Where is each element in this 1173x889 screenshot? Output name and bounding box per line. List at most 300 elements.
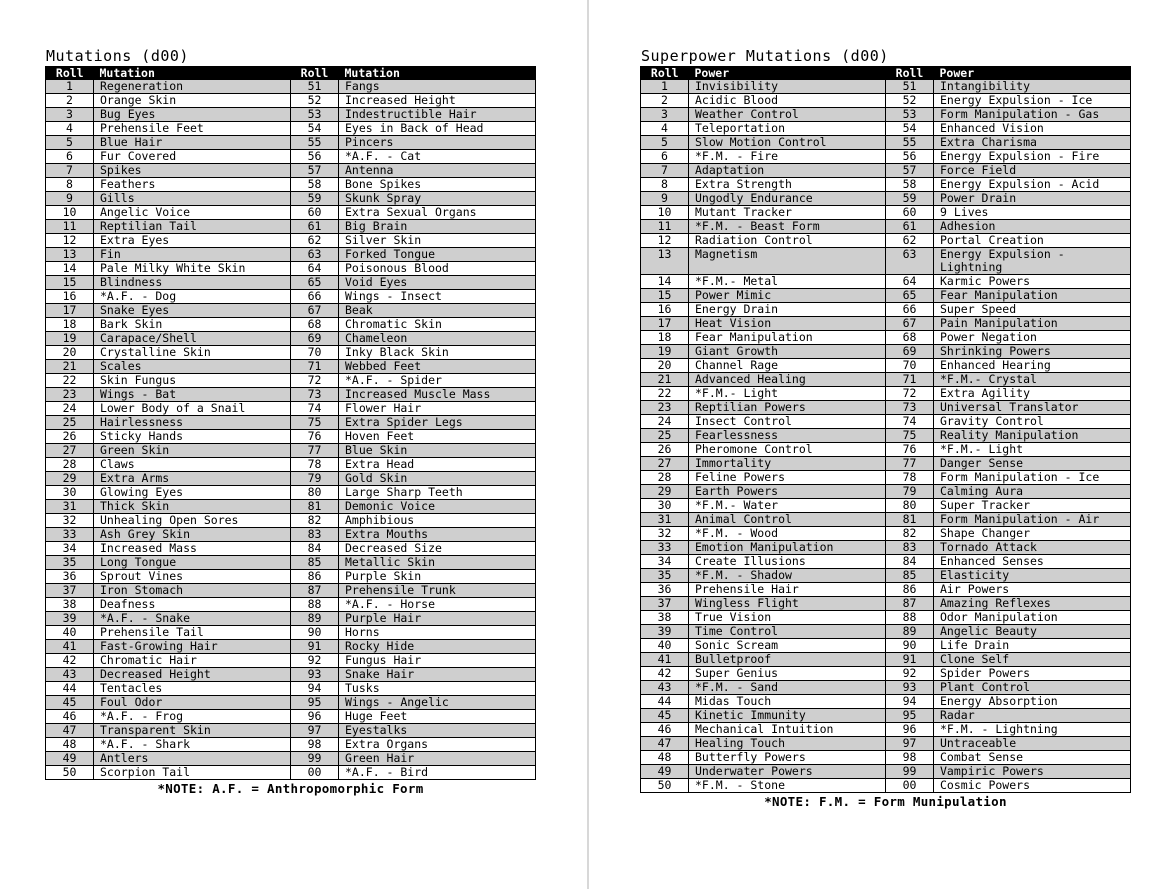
roll-cell: 60 [886,206,934,220]
roll-cell: 39 [641,625,689,639]
result-cell: Glowing Eyes [94,486,291,500]
roll-cell: 76 [886,443,934,457]
roll-cell: 58 [291,178,339,192]
result-cell: *F.M. - Lightning [934,723,1131,737]
roll-cell: 84 [886,555,934,569]
result-cell: Radar [934,709,1131,723]
roll-cell: 13 [46,248,94,262]
roll-cell: 56 [291,150,339,164]
roll-cell: 69 [886,345,934,359]
result-cell: Teleportation [689,122,886,136]
table-row [46,122,536,136]
roll-cell: 18 [46,318,94,332]
roll-cell: 54 [291,122,339,136]
roll-cell: 76 [291,430,339,444]
roll-cell: 30 [46,486,94,500]
table-row [641,695,1131,709]
table-row [46,430,536,444]
table-row [641,150,1131,164]
result-cell: Regeneration [94,80,291,94]
roll-cell: 87 [291,584,339,598]
table-row [641,499,1131,513]
table-row [46,318,536,332]
roll-cell: 21 [641,373,689,387]
result-cell: Reptilian Powers [689,401,886,415]
roll-cell: 13 [641,248,689,275]
roll-cell: 82 [291,514,339,528]
roll-cell: 90 [291,626,339,640]
roll-cell: 89 [291,612,339,626]
table-row [46,444,536,458]
roll-cell: 71 [291,360,339,374]
roll-cell: 46 [46,710,94,724]
result-cell: Intangibility [934,80,1131,94]
roll-cell: 11 [641,220,689,234]
roll-cell: 62 [291,234,339,248]
roll-cell: 12 [641,234,689,248]
result-cell: Bulletproof [689,653,886,667]
roll-cell: 40 [46,626,94,640]
roll-cell: 99 [886,765,934,779]
table-row [641,779,1131,793]
table-row [46,514,536,528]
roll-cell: 27 [46,444,94,458]
result-cell: Long Tongue [94,556,291,570]
result-cell: Combat Sense [934,751,1131,765]
roll-cell: 77 [291,444,339,458]
roll-cell: 22 [46,374,94,388]
roll-cell: 23 [641,401,689,415]
roll-cell: 47 [641,737,689,751]
mutation-header: Mutation [94,66,291,80]
result-cell: *A.F. - Dog [94,290,291,304]
result-cell: Extra Eyes [94,234,291,248]
result-cell: Immortality [689,457,886,471]
result-cell: Skin Fungus [94,374,291,388]
roll-cell: 28 [46,458,94,472]
roll-cell: 52 [886,94,934,108]
roll-cell: 19 [46,332,94,346]
roll-cell: 32 [641,527,689,541]
roll-cell: 37 [46,584,94,598]
result-cell: Odor Manipulation [934,611,1131,625]
result-cell: Vampiric Powers [934,765,1131,779]
roll-cell: 5 [641,136,689,150]
result-cell: Feline Powers [689,471,886,485]
result-cell: Extra Mouths [339,528,536,542]
table-row [641,569,1131,583]
roll-cell: 40 [641,639,689,653]
roll-cell: 2 [46,94,94,108]
roll-cell: 24 [46,402,94,416]
roll-cell: 83 [886,541,934,555]
result-cell: Animal Control [689,513,886,527]
result-cell: Iron Stomach [94,584,291,598]
result-cell: Form Manipulation - Ice [934,471,1131,485]
roll-cell: 72 [886,387,934,401]
table-row [46,584,536,598]
roll-cell: 28 [641,471,689,485]
table-row [46,332,536,346]
roll-cell: 35 [46,556,94,570]
roll-cell: 75 [291,416,339,430]
roll-cell: 9 [46,192,94,206]
result-cell: Super Tracker [934,499,1131,513]
table-row [641,737,1131,751]
result-cell: Enhanced Vision [934,122,1131,136]
roll-cell: 68 [291,318,339,332]
table-row [641,709,1131,723]
roll-cell: 44 [46,682,94,696]
roll-cell: 63 [291,248,339,262]
result-cell: Tusks [339,682,536,696]
roll-cell: 88 [291,598,339,612]
result-cell: Fearlessness [689,429,886,443]
result-cell: Webbed Feet [339,360,536,374]
result-cell: Mechanical Intuition [689,723,886,737]
result-cell: Extra Charisma [934,136,1131,150]
roll-cell: 25 [641,429,689,443]
roll-cell: 18 [641,331,689,345]
result-cell: Skunk Spray [339,192,536,206]
roll-cell: 32 [46,514,94,528]
roll-cell: 49 [641,765,689,779]
result-cell: Blue Skin [339,444,536,458]
result-cell: Claws [94,458,291,472]
roll-cell: 9 [641,192,689,206]
result-cell: *A.F. - Bird [339,766,536,780]
roll-cell: 92 [291,654,339,668]
roll-cell: 53 [291,108,339,122]
table-row [46,528,536,542]
roll-cell: 41 [46,640,94,654]
result-cell: Prehensile Hair [689,583,886,597]
roll-cell: 85 [291,556,339,570]
roll-cell: 77 [886,457,934,471]
roll-cell: 00 [291,766,339,780]
roll-cell: 69 [291,332,339,346]
roll-cell: 22 [641,387,689,401]
table-row [46,234,536,248]
result-cell: Green Hair [339,752,536,766]
result-cell: Blue Hair [94,136,291,150]
result-cell: Flower Hair [339,402,536,416]
roll-cell: 26 [641,443,689,457]
result-cell: Extra Sexual Organs [339,206,536,220]
roll-cell: 3 [641,108,689,122]
roll-cell: 15 [46,276,94,290]
result-cell: Extra Head [339,458,536,472]
result-cell: Super Genius [689,667,886,681]
result-cell: *F.M.- Metal [689,275,886,289]
table-row [641,429,1131,443]
result-cell: Danger Sense [934,457,1131,471]
result-cell: Spikes [94,164,291,178]
roll-cell: 58 [886,178,934,192]
roll-cell: 70 [291,346,339,360]
roll-cell: 48 [641,751,689,765]
result-cell: Extra Agility [934,387,1131,401]
roll-cell: 96 [291,710,339,724]
page-divider [587,0,589,889]
roll-cell: 79 [886,485,934,499]
roll-cell: 55 [291,136,339,150]
result-cell: *F.M. - Beast Form [689,220,886,234]
result-cell: Power Mimic [689,289,886,303]
table-row [46,640,536,654]
roll-cell: 39 [46,612,94,626]
roll-cell: 55 [886,136,934,150]
table-row [641,80,1131,94]
roll-cell: 86 [886,583,934,597]
result-cell: Energy Expulsion - Ice [934,94,1131,108]
result-cell: Snake Eyes [94,304,291,318]
result-cell: Purple Skin [339,570,536,584]
result-cell: Scales [94,360,291,374]
table-row [46,766,536,780]
result-cell: Fear Manipulation [934,289,1131,303]
table-row [46,570,536,584]
roll-cell: 25 [46,416,94,430]
table-row [46,374,536,388]
result-cell: Eyes in Back of Head [339,122,536,136]
table-row [46,164,536,178]
result-cell: Extra Organs [339,738,536,752]
roll-cell: 98 [291,738,339,752]
roll-cell: 41 [641,653,689,667]
roll-cell: 71 [886,373,934,387]
table-row [46,724,536,738]
roll-cell: 90 [886,639,934,653]
roll-cell: 92 [886,667,934,681]
roll-cell: 1 [641,80,689,94]
table-row [46,458,536,472]
roll-cell: 48 [46,738,94,752]
roll-cell: 3 [46,108,94,122]
table-row [641,275,1131,289]
roll-cell: 89 [886,625,934,639]
roll-header: Roll [886,66,934,80]
result-cell: True Vision [689,611,886,625]
result-cell: Force Field [934,164,1131,178]
roll-header: Roll [291,66,339,80]
roll-cell: 7 [46,164,94,178]
table-row [46,598,536,612]
result-cell: Kinetic Immunity [689,709,886,723]
result-cell: Poisonous Blood [339,262,536,276]
table-row [641,611,1131,625]
result-cell: Extra Strength [689,178,886,192]
roll-cell: 8 [641,178,689,192]
table-row [46,248,536,262]
roll-cell: 15 [641,289,689,303]
roll-cell: 45 [641,709,689,723]
roll-cell: 78 [291,458,339,472]
mutations-table-body [46,80,536,780]
result-cell: Extra Spider Legs [339,416,536,430]
table-row [46,416,536,430]
result-cell: Karmic Powers [934,275,1131,289]
roll-cell: 34 [46,542,94,556]
result-cell: Bone Spikes [339,178,536,192]
result-cell: Eyestalks [339,724,536,738]
roll-cell: 00 [886,779,934,793]
roll-cell: 93 [886,681,934,695]
result-cell: Cosmic Powers [934,779,1131,793]
result-cell: Tornado Attack [934,541,1131,555]
roll-cell: 57 [291,164,339,178]
roll-cell: 49 [46,752,94,766]
roll-cell: 74 [886,415,934,429]
mutation-header: Mutation [339,66,536,80]
table-row [641,122,1131,136]
table-row [641,192,1131,206]
roll-cell: 96 [886,723,934,737]
table-row [46,682,536,696]
table-row [46,80,536,94]
roll-cell: 45 [46,696,94,710]
roll-cell: 88 [886,611,934,625]
table-row [641,667,1131,681]
roll-cell: 20 [641,359,689,373]
mutations-panel [45,46,536,796]
table-row [46,206,536,220]
roll-cell: 14 [641,275,689,289]
roll-cell: 16 [641,303,689,317]
roll-cell: 95 [291,696,339,710]
result-cell: Power Drain [934,192,1131,206]
table-row [46,710,536,724]
result-cell: Fur Covered [94,150,291,164]
result-cell: Form Manipulation - Gas [934,108,1131,122]
result-cell: Pale Milky White Skin [94,262,291,276]
table-row [46,150,536,164]
table-row [46,472,536,486]
table-row [641,220,1131,234]
result-cell: Feathers [94,178,291,192]
roll-cell: 81 [886,513,934,527]
result-cell: Air Powers [934,583,1131,597]
roll-cell: 10 [46,206,94,220]
superpower-table [640,66,1131,793]
roll-cell: 87 [886,597,934,611]
roll-cell: 44 [641,695,689,709]
roll-cell: 24 [641,415,689,429]
table-row [641,164,1131,178]
roll-cell: 93 [291,668,339,682]
roll-cell: 33 [641,541,689,555]
result-cell: Portal Creation [934,234,1131,248]
roll-cell: 17 [641,317,689,331]
footnote: *NOTE: A.F. = Anthropomorphic Form [157,781,424,796]
roll-cell: 35 [641,569,689,583]
result-cell: Chameleon [339,332,536,346]
result-cell: *F.M.- Light [934,443,1131,457]
roll-cell: 21 [46,360,94,374]
result-cell: Decreased Height [94,668,291,682]
roll-cell: 57 [886,164,934,178]
roll-cell: 29 [641,485,689,499]
header-row [46,66,536,80]
roll-cell: 82 [886,527,934,541]
table-row [641,625,1131,639]
roll-cell: 31 [641,513,689,527]
roll-cell: 74 [291,402,339,416]
result-cell: Emotion Manipulation [689,541,886,555]
superpower-panel [640,46,1131,809]
roll-cell: 94 [886,695,934,709]
table-row [641,345,1131,359]
roll-cell: 65 [291,276,339,290]
roll-cell: 1 [46,80,94,94]
result-cell: Weather Control [689,108,886,122]
table-row [641,317,1131,331]
roll-cell: 4 [46,122,94,136]
result-cell: *F.M. - Stone [689,779,886,793]
result-cell: Big Brain [339,220,536,234]
result-cell: *A.F. - Frog [94,710,291,724]
roll-cell: 86 [291,570,339,584]
result-cell: Heat Vision [689,317,886,331]
roll-cell: 73 [886,401,934,415]
result-cell: Spider Powers [934,667,1131,681]
table-row [46,612,536,626]
result-cell: Snake Hair [339,668,536,682]
roll-cell: 67 [291,304,339,318]
result-cell: Green Skin [94,444,291,458]
result-cell: Clone Self [934,653,1131,667]
roll-cell: 30 [641,499,689,513]
table-row [641,457,1131,471]
result-cell: Reality Manipulation [934,429,1131,443]
table-row [46,276,536,290]
roll-header: Roll [641,66,689,80]
roll-cell: 27 [641,457,689,471]
result-cell: Channel Rage [689,359,886,373]
table-row [641,527,1131,541]
roll-cell: 29 [46,472,94,486]
table-row [46,94,536,108]
result-cell: Shape Changer [934,527,1131,541]
result-cell: Forked Tongue [339,248,536,262]
table-row [641,206,1131,220]
result-cell: Sonic Scream [689,639,886,653]
result-cell: Radiation Control [689,234,886,248]
roll-cell: 33 [46,528,94,542]
table-row [46,542,536,556]
roll-cell: 19 [641,345,689,359]
roll-cell: 14 [46,262,94,276]
roll-cell: 63 [886,248,934,275]
result-cell: Antlers [94,752,291,766]
result-cell: Ash Grey Skin [94,528,291,542]
result-cell: Time Control [689,625,886,639]
table-row [641,723,1131,737]
roll-cell: 97 [291,724,339,738]
roll-cell: 20 [46,346,94,360]
table-row [46,108,536,122]
result-cell: Amazing Reflexes [934,597,1131,611]
result-cell: *F.M. - Fire [689,150,886,164]
table-row [641,415,1131,429]
result-cell: Wings - Insect [339,290,536,304]
table-row [641,639,1131,653]
roll-cell: 38 [46,598,94,612]
table-row [641,443,1131,457]
roll-cell: 60 [291,206,339,220]
roll-cell: 85 [886,569,934,583]
roll-cell: 70 [886,359,934,373]
